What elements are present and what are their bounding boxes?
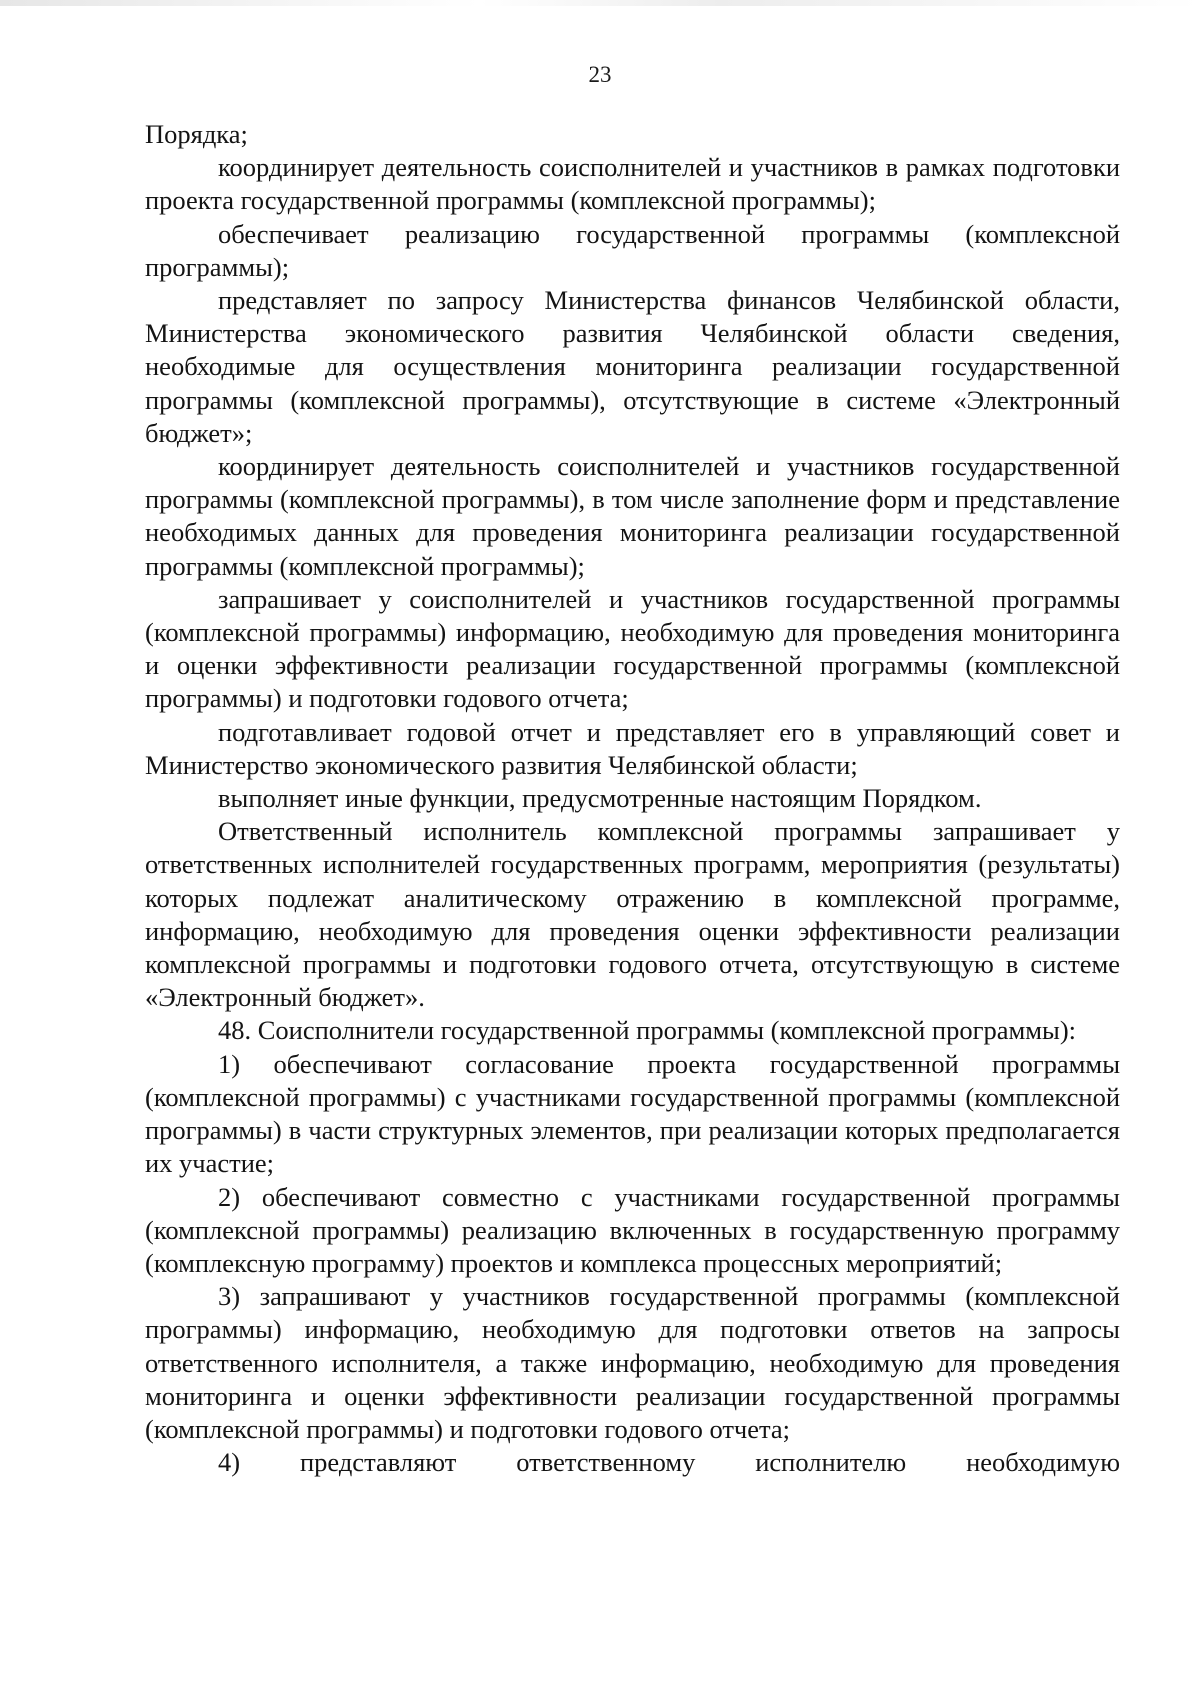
document-body [145, 118, 1120, 1479]
section-48-heading: 48. Соисполнители государственной программы (комплексной программы): [218, 1015, 1077, 1046]
list-item-4: 4) представляют ответственному исполнителю необходимую [218, 1447, 1120, 1478]
paragraph: обеспечивает реализацию государственной программы (комплексной программы); [145, 218, 1120, 282]
paragraph: подготавливает годовой отчет и представляет его в управляющий совет и Министерство экономического развития Челябинской области; [145, 716, 1120, 780]
paragraph: запрашивает у соисполнителей и участников государственной программы (комплексной программы) информацию, необходимую для проведения мониторинга и оценки эффективности реализации государственной программы (комплексной программы) и подготовки годового отчета; [145, 583, 1120, 714]
list-item-2: 2) обеспечивают совместно с участниками государственной программы (комплексной программы) реализацию включенных в государственную программу (комплексную программу) проектов и комплекса процессных мероприятий; [145, 1181, 1120, 1278]
list-item-1: 1) обеспечивают согласование проекта государственной программы (комплексной программы) с участниками государственной программы (комплексной программы) в части структурных элементов, при реализации которых предполагается их участие; [145, 1048, 1120, 1179]
list-item-3: 3) запрашивают у участников государственной программы (комплексной программы) информацию, необходимую для подготовки ответов на запросы ответственного исполнителя, а также информацию, необходимую для проведения мониторинга и оценки эффективности реализации государственной программы (комплексной программы) и подготовки годового отчета; [145, 1281, 1120, 1444]
paragraph: координирует деятельность соисполнителей и участников государственной программы (комплексной программы), в том числе заполнение форм и представление необходимых данных для проведения мониторинга реализации государственной программы (комплексной программы); [145, 451, 1120, 581]
scan-edge [0, 0, 1200, 6]
paragraph-continuation: Порядка; [145, 119, 248, 149]
paragraph: Ответственный исполнитель комплексной программы запрашивает у ответственных исполнителей государственных программ, мероприятия (результаты) которых подлежат аналитическому отражению в комплексной программе, информацию, необходимую для проведения оценки эффективности реализации комплексной программы и подготовки годового отчета, отсутствующую в системе «Электронный бюджет». [145, 816, 1120, 1013]
page-number: 23 [588, 62, 612, 87]
paragraph: координирует деятельность соисполнителей и участников в рамках подготовки проекта государственной программы (комплексной программы); [145, 152, 1120, 216]
paragraph: представляет по запросу Министерства финансов Челябинской области, Министерства экономического развития Челябинской области сведения, необходимые для осуществления мониторинга реализации государственной программы (комплексной программы), отсутствующие в системе «Электронный бюджет»; [145, 285, 1120, 448]
paragraph: выполняет иные функции, предусмотренные настоящим Порядком. [218, 783, 982, 814]
